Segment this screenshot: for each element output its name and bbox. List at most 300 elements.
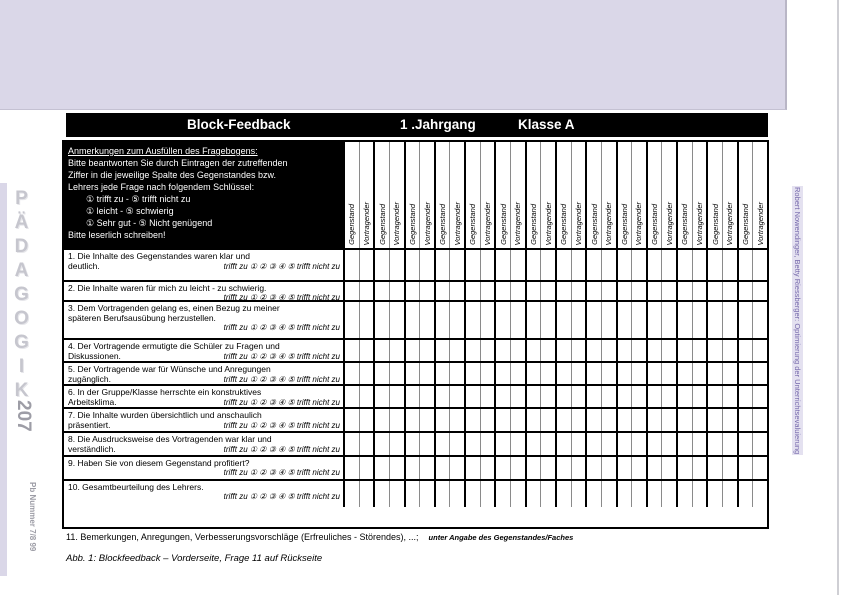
answer-cell[interactable] [510, 457, 525, 479]
answer-cell[interactable] [631, 340, 646, 361]
answer-cell[interactable] [678, 409, 692, 431]
answer-cell[interactable] [739, 386, 753, 407]
subject-column-pair [616, 282, 646, 300]
answer-cell[interactable] [618, 363, 632, 384]
answer-cell[interactable] [692, 457, 707, 479]
answer-cell[interactable] [631, 481, 646, 507]
answer-cell[interactable] [389, 409, 404, 431]
answer-cell[interactable] [661, 481, 676, 507]
answer-cell[interactable] [739, 409, 753, 431]
subject-column-pair [646, 386, 676, 407]
answer-cell[interactable] [466, 302, 480, 338]
answer-cell[interactable] [466, 409, 480, 431]
answer-cell[interactable] [480, 302, 495, 338]
answer-cell[interactable] [648, 481, 662, 507]
answer-cell[interactable] [571, 457, 586, 479]
answer-cell[interactable] [389, 282, 404, 300]
answer-cell[interactable] [359, 409, 374, 431]
answer-cell[interactable] [510, 363, 525, 384]
answer-cell[interactable] [540, 386, 555, 407]
answer-cell[interactable] [601, 409, 616, 431]
answer-cell[interactable] [449, 433, 464, 455]
answer-cell[interactable] [345, 457, 359, 479]
answer-cell[interactable] [389, 457, 404, 479]
answer-cell[interactable] [678, 433, 692, 455]
answer-cell[interactable] [345, 481, 359, 507]
answer-cell[interactable] [618, 340, 632, 361]
answer-cell[interactable] [449, 250, 464, 280]
answer-cell[interactable] [692, 340, 707, 361]
answer-cell[interactable] [752, 250, 767, 280]
answer-cell[interactable] [752, 282, 767, 300]
answer-cell[interactable] [571, 386, 586, 407]
answer-cell[interactable] [345, 409, 359, 431]
answer-cell[interactable] [375, 433, 389, 455]
answer-cell[interactable] [587, 340, 601, 361]
answer-cell[interactable] [631, 457, 646, 479]
answer-cell[interactable] [587, 433, 601, 455]
answer-cell[interactable] [557, 386, 571, 407]
answer-cell[interactable] [345, 340, 359, 361]
answer-cell[interactable] [436, 481, 450, 507]
answer-cell[interactable] [739, 433, 753, 455]
answer-cell[interactable] [359, 340, 374, 361]
answer-cell[interactable] [648, 433, 662, 455]
answer-cell[interactable] [436, 250, 450, 280]
answer-cell[interactable] [648, 340, 662, 361]
answer-cell[interactable] [496, 457, 510, 479]
answer-cell[interactable] [752, 386, 767, 407]
answer-cell[interactable] [527, 340, 541, 361]
answer-cell[interactable] [692, 481, 707, 507]
answer-cell[interactable] [496, 386, 510, 407]
answer-cell[interactable] [678, 363, 692, 384]
answer-cell[interactable] [449, 282, 464, 300]
answer-cell[interactable] [661, 250, 676, 280]
answer-cell[interactable] [648, 386, 662, 407]
answer-cell[interactable] [571, 340, 586, 361]
answer-cell[interactable] [601, 433, 616, 455]
answer-cell[interactable] [708, 457, 722, 479]
answer-cell[interactable] [752, 409, 767, 431]
answer-cell[interactable] [648, 250, 662, 280]
answer-cell[interactable] [739, 302, 753, 338]
answer-cell[interactable] [389, 340, 404, 361]
answer-cell[interactable] [631, 302, 646, 338]
answer-cell[interactable] [618, 457, 632, 479]
answer-cell[interactable] [722, 282, 737, 300]
header-row [64, 142, 767, 248]
answer-cell[interactable] [601, 481, 616, 507]
answer-cell[interactable] [389, 302, 404, 338]
answer-cell[interactable] [661, 433, 676, 455]
answer-cell[interactable] [752, 302, 767, 338]
answer-cell[interactable] [540, 282, 555, 300]
answer-cell[interactable] [436, 409, 450, 431]
answer-cell[interactable] [722, 363, 737, 384]
subject-column-pair [737, 340, 767, 361]
answer-cell[interactable] [752, 363, 767, 384]
answer-cell[interactable] [389, 481, 404, 507]
answer-cell[interactable] [496, 433, 510, 455]
answer-cell[interactable] [692, 282, 707, 300]
answer-cell[interactable] [631, 386, 646, 407]
answer-cell[interactable] [406, 363, 420, 384]
answer-cell[interactable] [648, 457, 662, 479]
answer-cell[interactable] [510, 340, 525, 361]
answer-cell[interactable] [466, 363, 480, 384]
answer-cell[interactable] [449, 302, 464, 338]
answer-cell[interactable] [618, 302, 632, 338]
answer-cell[interactable] [359, 481, 374, 507]
answer-cell[interactable] [678, 457, 692, 479]
answer-cell[interactable] [587, 302, 601, 338]
answer-cell[interactable] [449, 409, 464, 431]
answer-cell[interactable] [419, 433, 434, 455]
answer-cell[interactable] [708, 363, 722, 384]
answer-cell[interactable] [419, 386, 434, 407]
answer-cell[interactable] [739, 340, 753, 361]
column-header-cell [449, 142, 464, 248]
answer-cell[interactable] [587, 250, 601, 280]
answer-cell[interactable] [375, 302, 389, 338]
answer-cell[interactable] [708, 250, 722, 280]
answer-cell[interactable] [527, 433, 541, 455]
answer-cell[interactable] [510, 250, 525, 280]
answer-cell[interactable] [540, 363, 555, 384]
subject-column-pair [706, 340, 736, 361]
answer-cell[interactable] [678, 302, 692, 338]
answer-cell[interactable] [678, 282, 692, 300]
answer-cell[interactable] [510, 433, 525, 455]
answer-cell[interactable] [449, 481, 464, 507]
answer-cell[interactable] [708, 340, 722, 361]
answer-cell[interactable] [722, 340, 737, 361]
answer-cell[interactable] [557, 302, 571, 338]
answer-cell[interactable] [389, 386, 404, 407]
answer-cell[interactable] [678, 481, 692, 507]
answer-cell[interactable] [527, 250, 541, 280]
answer-cell[interactable] [752, 340, 767, 361]
answer-cell[interactable] [527, 302, 541, 338]
answer-cell[interactable] [661, 457, 676, 479]
answer-cell[interactable] [557, 481, 571, 507]
answer-cell[interactable] [722, 433, 737, 455]
answer-cell[interactable] [722, 409, 737, 431]
subject-column-pair [345, 302, 373, 338]
answer-cell[interactable] [618, 250, 632, 280]
answer-cell[interactable] [571, 433, 586, 455]
subject-column-pair [373, 282, 403, 300]
answer-cell[interactable] [540, 340, 555, 361]
answer-cell[interactable] [510, 386, 525, 407]
answer-cell[interactable] [496, 363, 510, 384]
answer-cell[interactable] [389, 250, 404, 280]
answer-cell[interactable] [587, 457, 601, 479]
answer-cell[interactable] [648, 302, 662, 338]
answer-cell[interactable] [692, 250, 707, 280]
answer-cell[interactable] [587, 481, 601, 507]
answer-cell[interactable] [618, 282, 632, 300]
answer-cell[interactable] [618, 481, 632, 507]
vortragender-column-label: Vortragender [513, 201, 523, 245]
answer-cell[interactable] [631, 433, 646, 455]
answer-cell[interactable] [571, 250, 586, 280]
answer-cell[interactable] [496, 250, 510, 280]
answer-cell[interactable] [587, 409, 601, 431]
answer-cell[interactable] [601, 363, 616, 384]
answer-cell[interactable] [540, 250, 555, 280]
answer-cell[interactable] [692, 386, 707, 407]
answer-cell[interactable] [406, 386, 420, 407]
answer-cell[interactable] [496, 481, 510, 507]
answer-cell[interactable] [419, 250, 434, 280]
answer-cell[interactable] [601, 282, 616, 300]
answer-cell[interactable] [739, 282, 753, 300]
answer-cell[interactable] [496, 282, 510, 300]
answer-cell[interactable] [419, 282, 434, 300]
answer-cell[interactable] [389, 433, 404, 455]
answer-cell[interactable] [739, 457, 753, 479]
answer-cell[interactable] [419, 340, 434, 361]
answer-cell[interactable] [540, 302, 555, 338]
answer-cell[interactable] [406, 457, 420, 479]
answer-cell[interactable] [510, 409, 525, 431]
answer-cell[interactable] [466, 481, 480, 507]
answer-cell[interactable] [631, 363, 646, 384]
answer-cell[interactable] [557, 250, 571, 280]
answer-cell[interactable] [496, 302, 510, 338]
rating-scale-label: trifft zu ① ② ③ ④ ⑤ trifft nicht zu [223, 262, 340, 271]
answer-cell[interactable] [449, 340, 464, 361]
answer-cell[interactable] [436, 386, 450, 407]
answer-cell[interactable] [708, 481, 722, 507]
subject-column-pair [585, 302, 615, 338]
question-line: verständlich. [68, 444, 116, 454]
answer-cell[interactable] [722, 250, 737, 280]
answer-cell[interactable] [601, 302, 616, 338]
answer-cell[interactable] [480, 433, 495, 455]
answer-cell[interactable] [359, 457, 374, 479]
answer-cell[interactable] [661, 409, 676, 431]
answer-cell[interactable] [648, 409, 662, 431]
answer-cell[interactable] [661, 386, 676, 407]
answer-cell[interactable] [571, 481, 586, 507]
answer-cell[interactable] [527, 386, 541, 407]
answer-cell[interactable] [359, 433, 374, 455]
answer-cell[interactable] [359, 386, 374, 407]
answer-cell[interactable] [466, 282, 480, 300]
answer-cell[interactable] [406, 250, 420, 280]
answer-cell[interactable] [527, 409, 541, 431]
answer-cell[interactable] [510, 282, 525, 300]
answer-cell[interactable] [631, 282, 646, 300]
answer-cell[interactable] [661, 302, 676, 338]
answer-cell[interactable] [375, 409, 389, 431]
answer-cell[interactable] [708, 386, 722, 407]
answer-cell[interactable] [739, 363, 753, 384]
answer-cell[interactable] [449, 457, 464, 479]
answer-cell[interactable] [406, 409, 420, 431]
answer-cell[interactable] [436, 363, 450, 384]
question-11-text: 11. Bemerkungen, Anregungen, Verbesserungsvorschläge (Erfreuliches - Störendes), ...; [66, 532, 419, 542]
answer-cell[interactable] [557, 409, 571, 431]
answer-cell[interactable] [527, 282, 541, 300]
answer-cell[interactable] [527, 363, 541, 384]
answer-cell[interactable] [752, 433, 767, 455]
answer-cell[interactable] [540, 433, 555, 455]
answer-cell[interactable] [571, 409, 586, 431]
answer-cell[interactable] [375, 250, 389, 280]
page-edge-strip [0, 183, 7, 576]
answer-cell[interactable] [692, 302, 707, 338]
subject-column-pair [464, 363, 494, 384]
answer-cell[interactable] [722, 302, 737, 338]
answer-cell[interactable] [449, 386, 464, 407]
answer-cell[interactable] [540, 481, 555, 507]
answer-cell[interactable] [739, 481, 753, 507]
answer-cell[interactable] [571, 363, 586, 384]
answer-cell[interactable] [540, 457, 555, 479]
answer-cell[interactable] [480, 457, 495, 479]
answer-cell[interactable] [722, 481, 737, 507]
answer-cell[interactable] [527, 457, 541, 479]
answer-cell[interactable] [436, 433, 450, 455]
answer-cell[interactable] [389, 363, 404, 384]
answer-cell[interactable] [510, 481, 525, 507]
answer-cell[interactable] [496, 340, 510, 361]
answer-cell[interactable] [480, 340, 495, 361]
answer-cell[interactable] [540, 409, 555, 431]
answer-cell[interactable] [480, 481, 495, 507]
answer-cell[interactable] [692, 433, 707, 455]
answer-cell[interactable] [466, 340, 480, 361]
answer-cell[interactable] [618, 409, 632, 431]
answer-cell[interactable] [722, 386, 737, 407]
answer-cell[interactable] [661, 340, 676, 361]
answer-cell[interactable] [436, 302, 450, 338]
answer-cell[interactable] [601, 340, 616, 361]
answer-cell[interactable] [419, 409, 434, 431]
answer-cell[interactable] [480, 363, 495, 384]
answer-cell[interactable] [480, 409, 495, 431]
answer-cell[interactable] [557, 282, 571, 300]
answer-cell[interactable] [722, 457, 737, 479]
answer-cell[interactable] [359, 282, 374, 300]
answer-cell[interactable] [752, 457, 767, 479]
answer-cell[interactable] [678, 250, 692, 280]
answer-cell[interactable] [631, 409, 646, 431]
answer-cell[interactable] [648, 282, 662, 300]
answer-cell[interactable] [480, 250, 495, 280]
answer-cell[interactable] [345, 282, 359, 300]
answer-cell[interactable] [618, 386, 632, 407]
answer-cell[interactable] [587, 282, 601, 300]
answer-cell[interactable] [692, 409, 707, 431]
answer-cell[interactable] [419, 481, 434, 507]
answer-cell[interactable] [480, 386, 495, 407]
answer-cell[interactable] [466, 433, 480, 455]
answer-cell[interactable] [587, 386, 601, 407]
answer-cell[interactable] [419, 302, 434, 338]
answer-cell[interactable] [601, 386, 616, 407]
answer-cell[interactable] [375, 340, 389, 361]
answer-cell[interactable] [708, 409, 722, 431]
question-text-cell [64, 386, 345, 407]
answer-cell[interactable] [406, 433, 420, 455]
subject-column-pair [616, 142, 646, 248]
question-line: 2. Die Inhalte waren für mich zu leicht - zu schwierig. [68, 283, 267, 293]
answer-cell[interactable] [557, 433, 571, 455]
answer-cell[interactable] [557, 457, 571, 479]
answer-cell[interactable] [752, 481, 767, 507]
answer-cell[interactable] [618, 433, 632, 455]
answer-cell[interactable] [406, 302, 420, 338]
answer-cell[interactable] [375, 282, 389, 300]
answer-cell[interactable] [708, 302, 722, 338]
answer-cell[interactable] [375, 481, 389, 507]
answer-cell[interactable] [345, 250, 359, 280]
answer-cell[interactable] [375, 386, 389, 407]
answer-cell[interactable] [601, 250, 616, 280]
answer-cell[interactable] [678, 386, 692, 407]
answer-cell[interactable] [678, 340, 692, 361]
answer-cell[interactable] [359, 363, 374, 384]
answer-cell[interactable] [571, 282, 586, 300]
answer-cell[interactable] [496, 409, 510, 431]
answer-cell[interactable] [345, 363, 359, 384]
answer-cell[interactable] [661, 282, 676, 300]
answer-cell[interactable] [557, 363, 571, 384]
answer-cell[interactable] [708, 433, 722, 455]
answer-cell[interactable] [601, 457, 616, 479]
subject-column-pair [464, 457, 494, 479]
answer-cell[interactable] [527, 481, 541, 507]
answer-cell[interactable] [406, 481, 420, 507]
answer-cell[interactable] [406, 282, 420, 300]
answer-cell[interactable] [739, 250, 753, 280]
answer-cell[interactable] [345, 386, 359, 407]
answer-cell[interactable] [708, 282, 722, 300]
answer-cell[interactable] [557, 340, 571, 361]
answer-cell[interactable] [436, 340, 450, 361]
answer-cell[interactable] [406, 340, 420, 361]
answer-cell[interactable] [345, 433, 359, 455]
answer-cell[interactable] [510, 302, 525, 338]
answer-cell[interactable] [436, 457, 450, 479]
answer-cell[interactable] [661, 363, 676, 384]
answer-cell[interactable] [692, 363, 707, 384]
answer-cell[interactable] [436, 282, 450, 300]
answer-cell[interactable] [359, 250, 374, 280]
answer-cell[interactable] [359, 302, 374, 338]
answer-cell[interactable] [480, 282, 495, 300]
answer-cell[interactable] [375, 457, 389, 479]
answer-cell[interactable] [466, 457, 480, 479]
answer-cell[interactable] [648, 363, 662, 384]
answer-cell[interactable] [375, 363, 389, 384]
answer-cell[interactable] [466, 386, 480, 407]
answer-cell[interactable] [587, 363, 601, 384]
answer-cell[interactable] [466, 250, 480, 280]
answer-cell[interactable] [419, 457, 434, 479]
answer-cell[interactable] [571, 302, 586, 338]
subject-column-pair [555, 457, 585, 479]
answer-cell[interactable] [419, 363, 434, 384]
answer-cell[interactable] [449, 363, 464, 384]
answer-cell[interactable] [631, 250, 646, 280]
answer-cell[interactable] [345, 302, 359, 338]
